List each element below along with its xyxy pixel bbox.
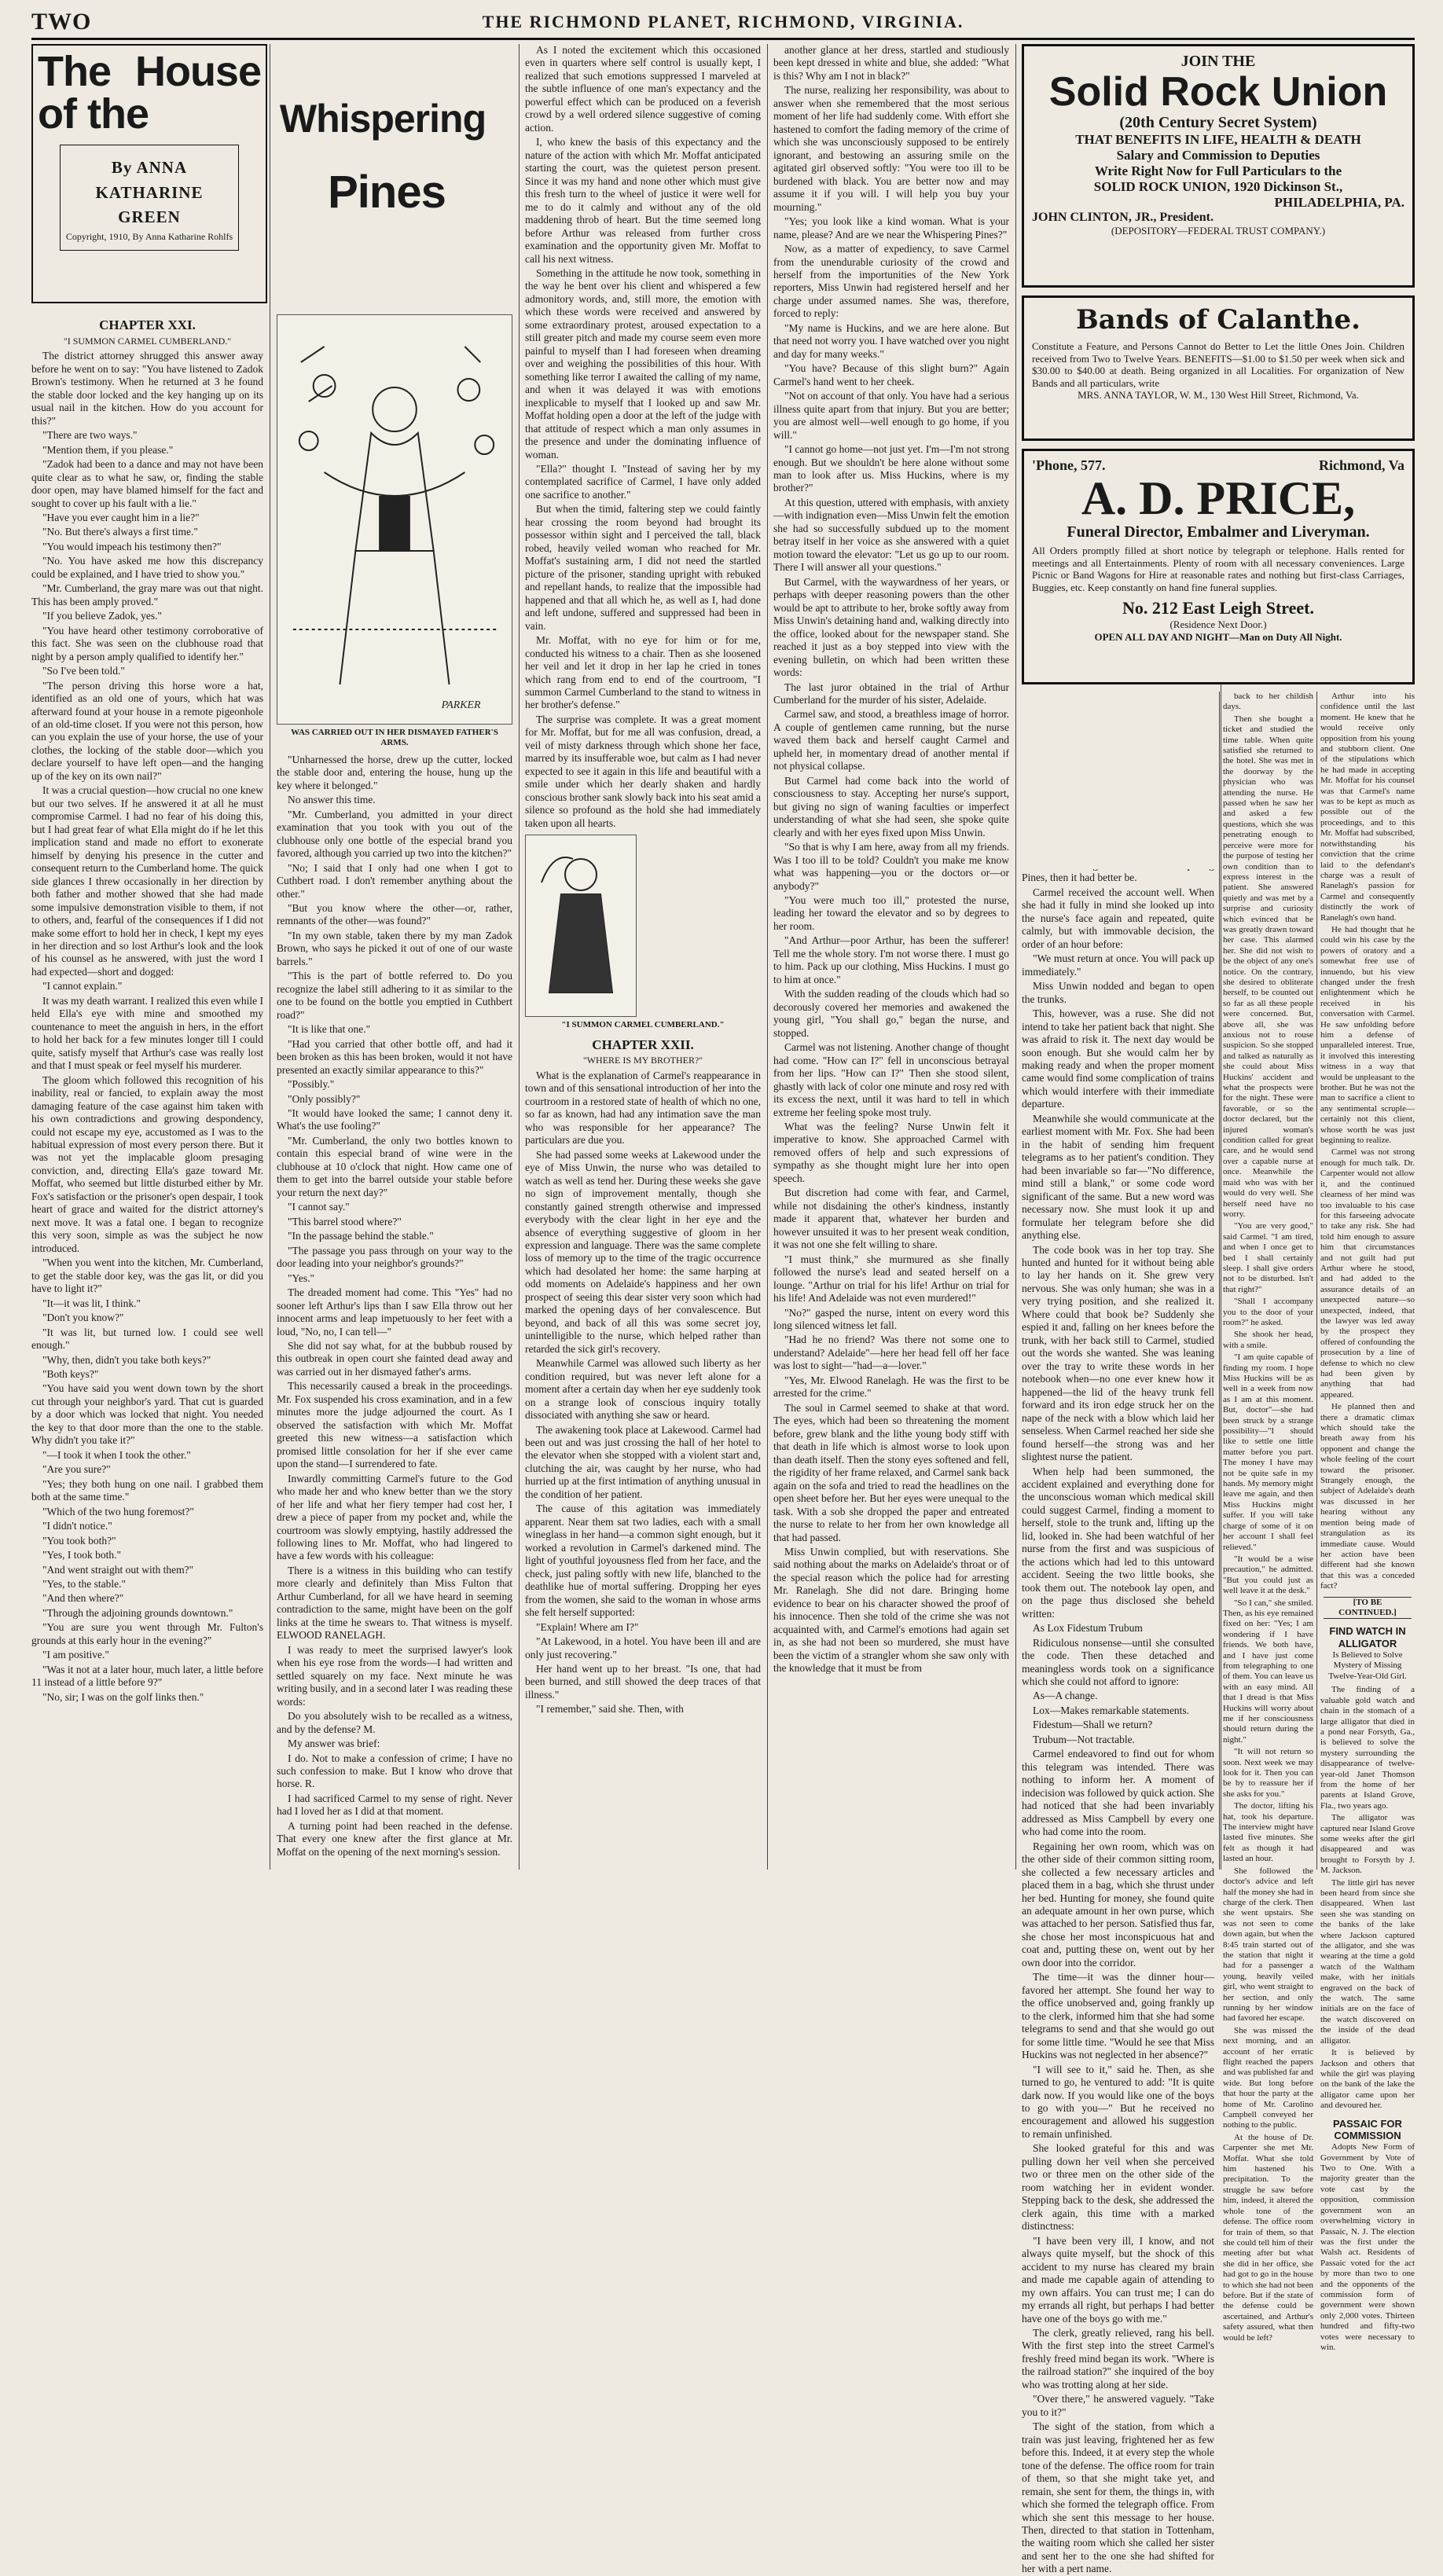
paragraph: The sight of the station, from which a train was just leaving, frightened her as few before this. Indeed, it at every step the whole tone of the defense. The office room for train of them, so that she might take yet, and remain, she sent for them, the things in, with which she formed the telegraph office. From which she sent this message to her house. Then, directed to that station in Tottenham, the waiting room which she called her sister and sent her to the one she had shifted for her with a pert name. bbox=[1022, 2420, 1214, 2575]
news-headline-passaic: PASSAIC FOR COMMISSION bbox=[1333, 2117, 1402, 2142]
paragraph: "Are you sure?" bbox=[42, 1463, 111, 1476]
paragraph: It is believed by Jackson and others that while the girl was playing on the bank of the lake the alligator came upon her and devoured her. bbox=[1320, 2048, 1415, 2111]
paragraph: Carmel received the account well. When she had it fully in mind she looked up into the nurse's face again and repeated, quite calmly, but with immovable decision, the order of an hour before: bbox=[1022, 886, 1214, 950]
ad-solid-rock-union bbox=[1022, 44, 1415, 288]
ad-a-d-price bbox=[1022, 449, 1415, 684]
paragraph: "I cannot say." bbox=[288, 1201, 350, 1213]
newspaper-title: THE RICHMOND PLANET, RICHMOND, VIRGINIA. bbox=[482, 12, 964, 31]
illustration-drawing bbox=[277, 315, 512, 724]
paragraph: "You would impeach his testimony then?" bbox=[42, 540, 222, 552]
paragraph: Then she bought a ticket and studied the time table. When quite satisfied she returned to the hotel. She was met in the doorway by the physician who was attending the nurse. He passed when he saw her and asked a few questions, which she was penetrating enough to perceive were more for the purpose of testing her own condition than to express interest in the patient. She answered quietly and was met by a surprise and curiosity which evinced that he was greatly drawn toward her case. This alarmed her. She did not wish to be the object of any one's notice. On the contrary, she desired to obliterate herself, to be counted out so far as all these people were concerned. But, above all, she was anxious not to rouse suspicion. So she stopped and talked as naturally as she could about Miss Huckins' accident and what the prospects were for the night. These were favorable, or so the doctor declared, but the injured woman's condition called for great care, and he would send over a capable nurse at once. Meanwhile the maid who was with her would do very well. She herself need have no worry. bbox=[1223, 714, 1313, 1219]
chapter-21-heading: CHAPTER XXI. bbox=[99, 317, 196, 332]
paragraph: The little girl has never been heard from since she disappeared. When last seen she was standing on the banks of the lake where Jackson captured the alligator, and she was wearing at the time a gold watch of the Waltham make, with her initials engraved on the back of the watch. The same initials are on the face of the watch discovered on the inside of the dead alligator. bbox=[1320, 1877, 1415, 2046]
paragraph: The time—it was the dinner hour—favored her attempt. She found her way to the office unobserved and, going frankly up to the clerk, informed him that she had some telegrams to send and that she would go out for some little time. "Would he see that Miss Huckins was not neglected in her absence?" bbox=[1022, 1971, 1214, 2061]
paragraph: "No; I said that I only had one when I got to Cuthbert road. I don't remember anything about the other." bbox=[277, 861, 512, 900]
paragraph: Her hand went up to her breast. "Is one, that had been burned, and still showed the deep traces of that illness." bbox=[525, 1662, 761, 1701]
paragraph: Inwardly committing Carmel's future to the God who made her and who knew better than we the story of her life and what her fiery temper had cost her, I drew a piece of paper from my pocket and, while the courtroom was slowly emptying, hastily addressed the following lines to Mr. Moffat, who had lingered to have a few words with his colleague: bbox=[277, 1472, 512, 1562]
paragraph: "But you know where the other—or, rather, remnants of the other—was found?" bbox=[277, 901, 512, 927]
paragraph: "You are very good," said Carmel. "I am tired, and when I once get to bed I shall certainly sleep. I shall give orders not to be disturbed. Isn't that right?" bbox=[1223, 1221, 1313, 1294]
paragraph: The last juror obtained in the trial of Arthur Cumberland for the murder of his sister, Adelaide. bbox=[773, 681, 1009, 706]
paragraph: The alligator was captured near Island Grove some weeks after the girl disappeared and was brought to Forsyth by J. M. Jackson. bbox=[1320, 1813, 1415, 1876]
column-1-text bbox=[31, 350, 263, 1704]
paragraph: "Which of the two hung foremost?" bbox=[42, 1505, 194, 1517]
paragraph: Adopts New Form of Government by Vote of Two to One. With a majority greater than the vote cast by the opposition, commission government won an overwhelming victory in Passaic, N. J. The election was the first under the Walsh act. Residents of Passaic voted for the act by more than two to one and the opponents of the commission form of government were shown only 2,000 votes. Thirteen hundred and fifty-two votes were necessary to win. bbox=[1320, 2142, 1415, 2352]
paragraph: The finding of a valuable gold watch and chain in the stomach of a large alligator that died in a pond near Forsyth, Ga., is believed to solve the mystery surrounding the disappearance of twelve-year-old Janet Thomson from the home of her parents at Island Grove, Fla., two years ago. bbox=[1320, 1685, 1415, 1811]
paragraph: "I remember," said she. Then, with bbox=[536, 1703, 684, 1715]
paragraph: "I cannot explain." bbox=[42, 980, 123, 993]
ad-join: JOIN THE bbox=[1180, 53, 1256, 70]
paragraph: "In the passage behind the stable." bbox=[288, 1230, 434, 1242]
paragraph: Meanwhile she would communicate at the earliest moment with Mr. Fox. She had been in the habit of sending him frequent telegrams as to her patient's condition. They had been invariable so far—"No difference, mind still a blank," or some code word significant of the same. But a new word was necessary now. She must look it up and formulate her telegram before she did anything else. bbox=[1022, 1112, 1214, 1242]
paragraph: She followed the doctor's advice and left half the money she had in charge of the clerk. Then she went upstairs. She was not seen to come down again, but when the 8:45 train started out of the station that night it had for a passenger a young, heavily veiled girl, who went straight to her section, and only running by her window had favored her escape. bbox=[1223, 1866, 1313, 2024]
paragraph: But Carmel had come back into the world of consciousness to stay. Accepting her nurse's support, but giving no sign of waning faculties or imperfect understanding of what she had seen, she spoke quite clearly and with her eyes fixed upon Miss Unwin. bbox=[773, 774, 1009, 838]
paragraph: "Ella?" thought I. "Instead of saving her by my contemplated sacrifice of Carmel, I have only added one sacrifice to another." bbox=[525, 463, 761, 501]
ad-solid-rock-benefits: THAT BENEFITS IN LIFE, HEALTH & DEATH bbox=[1075, 131, 1361, 147]
column-5-text bbox=[1022, 833, 1214, 2576]
paragraph: The awakening took place at Lakewood. Carmel had been out and was just crossing the hall of her hotel to the elevator when she stopped with a violent start and, clutching the air, was caught by her nurse, who had hurried up at the first intimation of anything unusual in the condition of her patient. bbox=[525, 1423, 761, 1500]
paragraph: At this question, uttered with emphasis, with anxiety—with indignation even—Miss Unwin felt the emotion she had so successfully subdued up to the moment betray itself in her voice as she answered with a quiet motion toward the elevator: "Let us go up to our room. There I will answer all your questions." bbox=[773, 496, 1009, 574]
paragraph: "There are two ways." bbox=[42, 429, 138, 442]
news-headline-alligator: FIND WATCH IN ALLIGATOR bbox=[1329, 1625, 1406, 1650]
paragraph: I had sacrificed Carmel to my sense of right. Never had I loved her as I did at that moment. bbox=[277, 1792, 512, 1818]
paragraph: It was my death warrant. I realized this even while I held Ella's eye with mine and smoothed my countenance to meet the anguish in hers, in the effort to hold her back for a few minutes longer till I could quite, satisfy myself that Arthur's case was really lost and that I must speak or feel myself his murderer. bbox=[31, 994, 263, 1072]
paragraph: The district attorney shrugged this answer away before he went on to say: "You have listened to Zadok Brown's testimony. When he returned at 3 he found the stable door locked and the key hanging up on its usual nail in the kitchen. How do you account for this?" bbox=[31, 350, 263, 427]
paragraph: "You took both?" bbox=[42, 1534, 116, 1547]
paragraph: "My name is Huckins, and we are here alone. But that need not worry you. I have watched over you night and day for many weeks." bbox=[773, 321, 1009, 360]
paragraph: "It is like that one." bbox=[288, 1023, 371, 1036]
paragraph: The dreaded moment had come. This "Yes" had no sooner left Arthur's lips than I saw Ella throw out her innocent arms and leap impetuously to her feet with a loud, "No, no, I can tell—" bbox=[277, 1286, 512, 1338]
paragraph: "Not on account of that only. You have had a serious illness quite apart from that injury. But you are better; you are almost well—well enough to go home, if you will." bbox=[773, 390, 1009, 441]
paragraph: I do. Not to make a confession of crime; I have no such confession to make. But I know who drove that horse. R. bbox=[277, 1752, 512, 1790]
paragraph: "We must return at once. You will pack up immediately." bbox=[1022, 952, 1214, 978]
paragraph: Carmel was not listening. Another change of thought had come. "How can I?" fell in unconscious betrayal from her lips. "How can I?" Then she stood silent, ghastly with lack of color one minute and rosy red with its excess the next, until it was hard to tell in which extreme her feeling spoke most truly. bbox=[773, 1041, 1009, 1118]
ad-price-trade: Funeral Director, Embalmer and Liveryman. bbox=[1067, 523, 1370, 541]
page-number: TWO bbox=[31, 9, 92, 35]
paragraph: "Mr. Cumberland, the gray mare was out that night. This has been amply proved." bbox=[31, 582, 263, 607]
paragraph: He planned then and there a dramatic climax which should take the breath away from his opponent and change the whole feeling of the court toward the prisoner. Strangely enough, the subject of Adelaide's death was discussed in her hearing without any mention being made of strangulation as its immediate cause. Would her action have been different had she known that this was a conceded fact? bbox=[1320, 1402, 1415, 1591]
column-3-text bbox=[525, 44, 761, 830]
paragraph: "Mr. Cumberland, the only two bottles known to contain this especial brand of wine were in the clubhouse at 10 o'clock that night. How came one of them to get into the barrel outside your stable before your return the next day?" bbox=[277, 1134, 512, 1198]
paragraph: "Over there," he answered vaguely. "Take you to it?" bbox=[1022, 2393, 1214, 2418]
chapter-22-subhead: "WHERE IS MY BROTHER?" bbox=[582, 1055, 703, 1066]
paragraph: When help had been summoned, the accident explained and everything done for the unconscious woman which medical skill could suggest Carmel, finding a moment to herself, stole to the trunk and, lifting up the lid, looked in. She had been watchful of her nurse from the first and was suspicious of the actions which had led to this untoward accident. Seeing the two little books, she took them out. The notebook lay open, and on the page thus disclosed she beheld written: bbox=[1022, 1465, 1214, 1620]
paragraph: "You have heard other testimony corroborative of this fact. She was seen on the clubhouse road that night by a person amply qualified to identify her." bbox=[31, 624, 263, 662]
paragraph: "Was it not at a later hour, much later, a little before 11 instead of a little before 9?" bbox=[31, 1663, 263, 1689]
masthead bbox=[31, 6, 1415, 40]
paragraph: "—I took it when I took the other." bbox=[42, 1448, 191, 1461]
paragraph: "Yes, to the stable." bbox=[42, 1578, 127, 1591]
paragraph: Pines, then it had better be. bbox=[1022, 872, 1137, 884]
paragraph: Meanwhile Carmel was allowed such liberty as her condition required, but was never left alone for a moment after a certain day when her eye suddenly took on a strange look of conscious inquiry totally dissociated with anything she saw or heard. bbox=[525, 1357, 761, 1422]
paragraph: Now, as a matter of expediency, to save Carmel from the unendurable curiosity of the crowd and herself from the importunities of the New York reporters, Miss Unwin had registered herself and her charge under assumed names. She was, therefore, forced to reply: bbox=[773, 243, 1009, 320]
paragraph: "No?" gasped the nurse, intent on every word this long silenced witness let fall. bbox=[773, 1306, 1009, 1331]
paragraph: Trubum—Not tractable. bbox=[1033, 1733, 1135, 1745]
column-4-text bbox=[773, 44, 1009, 1675]
paragraph: The code book was in her top tray. She hunted and hunted for it without being able to lay her hands on it. She grew very nervous. She was only human; she was in a very trying position, and she realized it. Where could that book be? Suddenly she espied it and, falling on her knees before the trunk, with her back still to Carmel, studied out the words she wanted. She was leaning over the tray to write these words in her notebook when—no one ever knew how it happened—the lid of the heavy trunk fell forward and its iron edge struck her on the nape of the neck with a blow which laid her senseless. When Carmel reached her side she found herself—the strong was and her slightest nurse the patient. bbox=[1022, 1243, 1214, 1463]
story-title-line3: Pines bbox=[328, 167, 446, 218]
story-title-line2: Whispering bbox=[279, 97, 487, 141]
paragraph: My answer was brief: bbox=[288, 1738, 380, 1750]
ad-solid-rock-write: Write Right Now for Full Particulars to the bbox=[1094, 163, 1342, 178]
paragraph: Carmel was not strong enough for much talk. Dr. Carpenter would not allow it, and the continued clearness of her mind was too invaluable to his case for this farseeing advocate to take any risk. She had told him enough to assure him that circumstances and not guilt had put Arthur where he stood, and had added to the assurance details of an unexpected nature—so unexpected, indeed, that the lawyer was led away by the prospect they offered of confounding the prosecution by a line of defense to which no clew had been given by anything that had appeared. bbox=[1320, 1147, 1415, 1400]
column-rule bbox=[1316, 692, 1317, 1870]
paragraph: "The passage you pass through on your way to the door leading into your neighbor's grounds?" bbox=[277, 1244, 512, 1270]
paragraph: "I will see to it," said he. Then, as she turned to go, he ventured to add: "It is quite dark now. If you would like one of the boys to go with you—" But he received no encouragement and allowed his suggestion to remain unfinished. bbox=[1022, 2063, 1214, 2140]
paragraph: "Don't you know?" bbox=[42, 1312, 124, 1324]
paragraph: "Both keys?" bbox=[42, 1367, 99, 1380]
ad-price-phone: 'Phone, 577. bbox=[1032, 457, 1106, 473]
paragraph: "Yes; you look like a kind woman. What is your name, please? And are we near the Whispering Pines?" bbox=[773, 215, 1009, 240]
paragraph: another glance at her dress, startled and studiously been kept dressed in white and blue, she added: "What is this? Why am I not in black?" bbox=[773, 44, 1009, 82]
news-subhead-alligator: Is Believed to Solve Mystery of Missing Twelve-Year-Old Girl. bbox=[1328, 1650, 1407, 1681]
paragraph: "And Arthur—poor Arthur, has been the sufferer! Tell me the whole story. I'm not worse there. I must go to him. Pack up our clothing, Miss Huckins. I must go to him at once." bbox=[773, 934, 1009, 985]
paragraph: Miss Unwin complied, but with reservations. She said nothing about the marks on Adelaide's throat or of the special reason which the police had for arresting Mr. Ranelagh. She did not dare. Bringing home evidence to bear on his character showed the proof of his innocence. Then she told of the crime she was not acquainted with, and Carmel's emotions had again set in, as she had not been so murdered, she must have been the victim of a strangler whom she saw only with the knowledge that it must be from bbox=[773, 1545, 1009, 1675]
story-title-line1: The House of the bbox=[38, 48, 261, 138]
paragraph: "Shall I accompany you to the door of your room?" he asked. bbox=[1223, 1297, 1313, 1327]
paragraph: This necessarily caused a break in the proceedings. Mr. Fox suspended his cross examination, and in a few minutes more the judge adjourned the court. As I observed the satisfaction with which Mr. Moffat greeted this new witness—a satisfaction which promised little consolation for her if she ever came upon the stand—I surrendered to fate. bbox=[277, 1380, 512, 1470]
paragraph: Carmel endeavored to find out for whom this telegram was intended. There was nothing to inform her. A moment of indecision was followed by quick action. She had noticed that she had been invariably addressed as Miss Campbell by every one who had come into the room. bbox=[1022, 1748, 1214, 1838]
paragraph: The doctor, lifting his hat, took his departure. The interview might have lasted five minutes. She felt as though it had lasted an hour. bbox=[1223, 1801, 1313, 1864]
column-4 bbox=[773, 44, 1009, 1870]
paragraph: At the house of Dr. Carpenter she met Mr. Moffat. What she told him hastened his precipitation. To the struggle he saw before him, indeed, it altered the whole tone of the defense. The office room for train of them, so that she could tell him of their meeting after but what she did in her office, she had got to go in the house to which she had not been before. But if the state of the defense could be ascertained, and Arthur's safety assured, what then would be left? bbox=[1223, 2132, 1313, 2343]
paragraph: He had thought that he could win his case by the powers of oratory and a somewhat free use of innuendo, but his view changed under the fresh enlightenment which he received in his conversation with Carmel. He saw unfolding before him a defense of unparalleled interest. True, it involved this interesting witness in a way that would be unpleasant to the brother. But he was not the man to sacrifice a client to any sentimental scruple—certainly not this client, whose worth he was just beginning to realize. bbox=[1320, 924, 1415, 1146]
illustration-2-caption: "I SUMMON CARMEL CUMBERLAND." bbox=[561, 1020, 725, 1030]
illustration-1-caption: WAS CARRIED OUT IN HER DISMAYED FATHER'S ARMS. bbox=[291, 728, 498, 748]
ad-solid-rock-name: Solid Rock Union bbox=[1048, 69, 1388, 115]
column-rule bbox=[767, 44, 768, 1870]
paragraph: "No. But there's always a first time." bbox=[42, 526, 198, 538]
paragraph: "I must think," she murmured as she finally followed the nurse's lead and seated herself on a lounge. "Arthur on trial for his life! Arthur on trial for his life! And Adelaide was not even murdered!" bbox=[773, 1253, 1009, 1305]
paragraph: "And went straight out with them?" bbox=[42, 1563, 194, 1576]
paragraph: "Explain! Where am I?" bbox=[536, 1620, 639, 1633]
paragraph: But Carmel, with the waywardness of her years, or perhaps with deeper reasoning powers than the other would be apt to attribute to her, broke softly away from Miss Unwin's detaining hand and, walking directly into the office, looked about for the newspaper stand. She reached it just as a boy stepped into view with the evening bulletin, on which had been written these words: bbox=[773, 575, 1009, 679]
paragraph: This, however, was a ruse. She did not intend to take her patient back that night. She was afraid to risk it. The next day would be soon enough. But she would calm her by making ready and when the proper moment came would find some complication of trains which would interfere with their immediate departure. bbox=[1022, 1007, 1214, 1110]
illustration-summon bbox=[525, 835, 637, 1017]
ad-solid-rock-president: JOHN CLINTON, JR., President. bbox=[1032, 210, 1214, 224]
chapter-22-heading: CHAPTER XXII. bbox=[592, 1037, 694, 1052]
paragraph: "It will not return so soon. Next week we may look for it. Then you can be by to reassure her if she asks for you." bbox=[1223, 1747, 1313, 1799]
paragraph: "So I've been told." bbox=[42, 665, 125, 677]
paragraph: The surprise was complete. It was a great moment for Mr. Moffat, but for me all was confusion, dread, a veil of misty darkness through which shone her face, marred by its insufferable woe, but calm as I had never expected to see it again in this life and beautiful with a smile under which her dearly shaken and hardly conscious brother sank slowly back into his seat amid a silence so profound as the hold she had immediately taken upon all hearts. bbox=[525, 713, 761, 829]
paragraph: "It would be a wise precaution," he admitted. "But you could just as well leave it at the desk." bbox=[1223, 1554, 1313, 1596]
paragraph: A turning point had been reached in the defense. That every one knew after the first glance at Mr. Moffat on the opening of the next morning's session. bbox=[277, 1819, 512, 1858]
paragraph: She looked grateful for this and was pulling down her veil when she perceived two or three men on the other side of the room watching her in evident wonder. Stepping back to the desk, she addressed the clerk again, this time with a marked distinctness: bbox=[1022, 2142, 1214, 2233]
paragraph: "Yes; they both hung on one nail. I grabbed them both at the same time." bbox=[31, 1477, 263, 1503]
paragraph: "Yes, Mr. Elwood Ranelagh. He was the first to be arrested for the crime." bbox=[773, 1374, 1009, 1400]
paragraph: With the sudden reading of the clouds which had so decorously covered her memories and awakened the young girl, "You shall go," began the nurse, and stopped. bbox=[773, 988, 1009, 1039]
illustration-carried-out bbox=[277, 314, 512, 725]
paragraph: "So I can," she smiled. Then, as his eye remained fixed on her: "Yes; I am wondering if I have friends. We both have, and I have just come from telegraphing to one of them. You can leave us with an easy mind. All that I dread is that Miss Huckins will worry about me if her consciousness should return during the night." bbox=[1223, 1598, 1313, 1745]
illustration-drawing-2 bbox=[526, 835, 636, 1016]
paragraph: "You were much too ill," protested the nurse, leading her toward the elevator and so by degrees to her room. bbox=[773, 894, 1009, 932]
column-3b-text bbox=[525, 1070, 761, 1716]
ad-solid-rock-depository: (DEPOSITORY—FEDERAL TRUST COMPANY.) bbox=[1111, 224, 1326, 237]
ad-price-address: No. 212 East Leigh Street. bbox=[1122, 598, 1315, 618]
copyright: Copyright, 1910, By Anna Katharine Rohlfs bbox=[65, 230, 233, 242]
byline-by: By ANNA bbox=[111, 158, 188, 177]
paragraph: "Unharnessed the horse, drew up the cutter, locked the stable door and, entering the house, hung up the key where it belonged." bbox=[277, 753, 512, 791]
paragraph: "Yes." bbox=[288, 1271, 315, 1284]
paragraph: "You have? Because of this slight burn?" Again Carmel's hand went to her cheek. bbox=[773, 362, 1009, 387]
column-rule bbox=[1219, 692, 1220, 1870]
paragraph: "Had you carried that other bottle off, and had it been broken as this has been broken, would it not have presented an exactly similar appearance to this?" bbox=[277, 1037, 512, 1076]
paragraph: Mr. Moffat, with no eye for him or for me, conducted his witness to a chair. Then as she loosened her veil and let it drop in her lap he cried in tones which rang from end to end of the courtroom, "I summon Carmel Cumberland to the stand to witness in her brother's defense." bbox=[525, 634, 761, 711]
ad-price-city: Richmond, Va bbox=[1318, 457, 1404, 473]
paragraph: It was a crucial question—how crucial no one knew but our two selves. If he answered it at all he must compromise Carmel. I had no fear of his doing this, but I had great fear of what Ella might do if he let this implication stand and made no effort to exonerate himself by denying his presence in the cutter and consequent return to the Cumberland home. The quick side glances I threw occasionally in her direction by both father and mother showed that she had made some impulsive demonstration visible to them, if not to others, and, fearful of the consequences if I did not make some effort to hold her in check, I kept my eyes in her direction and so lost Arthur's look and the look of his counsel as he answered, with just the word I had expected—short and dogged: bbox=[31, 784, 263, 978]
paragraph: She was missed the next morning, and an account of her erratic flight reached the papers and was published far and wide. But long before that hour the party at the home of Mr. Carolino Campbell conveyed her nothing to the public. bbox=[1223, 2025, 1313, 2130]
ad-solid-rock-salary: Salary and Commission to Deputies bbox=[1116, 147, 1320, 163]
column-rule bbox=[519, 44, 520, 1870]
paragraph: "Mention them, if you please." bbox=[42, 443, 174, 456]
paragraph: "Mr. Cumberland, you admitted in your direct examination that you took with you out of the clubhouse only one bottle of the especial brand you favored, although you carried up two into the kitchen?" bbox=[277, 808, 512, 860]
paragraph: "You have said you went down town by the short cut through your neighbor's yard. That cut is guarded by a door which was locked that night. You needed the key to that door more than the one to the stable. Why didn't you take it?" bbox=[31, 1382, 263, 1447]
paragraph: "No, sir; I was on the golf links then." bbox=[42, 1690, 204, 1703]
paragraph: She shook her head, with a smile. bbox=[1223, 1330, 1313, 1350]
paragraph: "Yes, I took both." bbox=[42, 1549, 122, 1561]
paragraph: Something in the attitude he now took, something in the way he bent over his client and whispered a few admonitory words, and, still more, the emotion with which these words were received and answered by some extraordinary protest, aroused expectation to a still greater pitch and made my course seem even more painful to myself than I had foreseen when dreaming over and weighing the possibilities of this hour. With something like terror I awaited the calling of my name, and when it was delayed it was with emotions inexplicable to myself that I looked up and saw Mr. Moffat holding open a door at the left of the judge with that attitude of respect which a man only assumes in the presence and under the dominating influence of woman. bbox=[525, 266, 761, 461]
paragraph: Miss Unwin nodded and began to open the trunks. bbox=[1022, 980, 1214, 1005]
column-3 bbox=[525, 44, 761, 1870]
column-rule bbox=[1015, 44, 1016, 1870]
paragraph: "Have you ever caught him in a lie?" bbox=[42, 511, 200, 523]
paragraph: Ridiculous nonsense—until she consulted the code. Then these detached and meaningless words took on a significance which she could not afford to ignore: bbox=[1022, 1636, 1214, 1687]
paragraph: "It would have looked the same; I cannot deny it. What's the use fooling?" bbox=[277, 1107, 512, 1132]
byline-name1: KATHARINE bbox=[95, 182, 204, 202]
paragraph: Arthur into his confidence until the last moment. He knew that he would receive only opposition from his young and stubborn client. One of the stipulations which he had made in accepting Mr. Moffat for his counsel was that Carmel's name was to be kept as much as possible out of the proceedings, and to this Mr. Moffat had subscribed, notwithstanding his conviction that the crime laid to the defendant's charge was a result of Ranelagh's passion for Carmel and consequently distinctly the work of Ranelagh's own hand. bbox=[1320, 692, 1415, 923]
paragraph: "In my own stable, taken there by my man Zadok Brown, who says he picked it out of one of our waste barrels." bbox=[277, 929, 512, 967]
paragraph: Carmel saw, and stood, a breathless image of horror. A couple of gentlemen came running, but the nurse waved them back and herself caught Carmel and upheld her, in momentary dread of another mental if not physical collapse. bbox=[773, 708, 1009, 772]
column-7-story bbox=[1320, 692, 1415, 2352]
to-be-continued: [TO BE CONTINUED.] bbox=[1324, 1597, 1412, 1620]
paragraph: She had passed some weeks at Lakewood under the eye of Miss Unwin, the nurse who was detailed to watch as well as tend her. During these weeks she gave no sign of improvement mentally, though she constantly gained strength otherwise and impressed everybody with the clear light in her eye and the absence of everything suggestive of gloom in her expression and language. There was the same complete loss of memory up to the time of the tragic occurrence which had desolated her home: the same harping at odd moments on Adelaide's happiness and her own prospect of seeing this dear sister very soon which had marked the opening days of her convalescence. But beyond, and back of all this was some secret joy, unintelligible to the nurse, which helped rather than retarded the sick girl's recovery. bbox=[525, 1148, 761, 1355]
paragraph: "This barrel stood where?" bbox=[288, 1215, 402, 1227]
paragraph: "So that is why I am here, away from all my friends. Was I too ill to be told? Couldn't you make me know what was happening—you or the doctors or—or anybody?" bbox=[773, 841, 1009, 892]
paragraph: But when the timid, faltering step we could faintly hear crossing the room beyond had brought its possessor within sight and I perceived the tall, black robed, heavily veiled woman who reached for Mr. Moffat's sustaining arm, I did not need the startled picture of the prisoner, standing upright with rebuked and repellant hands, to realize that the impossible had happened and that all which he, as well as I, had done and left undone, suffered and suppressed had been in vain. bbox=[525, 503, 761, 632]
paragraph: Lox—Makes remarkable statements. bbox=[1033, 1704, 1190, 1716]
paragraph: "And then where?" bbox=[42, 1592, 124, 1605]
ad-solid-rock-address2: PHILADELPHIA, PA. bbox=[1274, 194, 1404, 210]
paragraph: The clerk, greatly relieved, rang his bell. With the first step into the street Carmel's freshly freed mind began its work. "Where is the railroad station?" she inquired of the boy who was trotting along at her side. bbox=[1022, 2326, 1214, 2391]
paragraph: "No. You have asked me how this discrepancy could be explained, and I have tried to show you." bbox=[31, 555, 263, 580]
paragraph: "Had he no friend? Was there not some one to understand? Adelaide"—here her head fell off her face was lost to sight—"had—a—lover." bbox=[773, 1334, 1009, 1372]
paragraph: "The person driving this horse wore a hat, identified as an old one of yours, which hat was afterward found at your house in a remote pigeonhole of an old-time closet. If you were not this person, how can you explain the use of your horse, the use of your clothes, the locking of the stable door—which you declare yourself to have left open—and the hanging up of the key on its own nail?" bbox=[31, 679, 263, 782]
paragraph: The gloom which followed this recognition of his inability, real or fancied, to explain away the most damaging feature of the case against him taken with his own contradictions and growing despondency, could not escape my eye, accustomed as I was to the habitual expression of most every person there. But it was not yet the implacable gloom presaging conviction, and, directing Ella's gaze toward Mr. Moffat, who seemed but little disturbed either by Mr. Fox's satisfaction or the prisoner's open despair, I took heart of grace and waited for the district attorney's next move. It was a fatal one. I began to recognize this very soon, simple as was the subject he now introduced. bbox=[31, 1073, 263, 1254]
paragraph: back to her childish days. bbox=[1223, 692, 1313, 712]
ad-solid-rock-sub: (20th Century Secret System) bbox=[1119, 113, 1317, 131]
ad-calanthe-name: Bands of Calanthe. bbox=[1075, 304, 1361, 336]
paragraph: "I have been very ill, I know, and not always quite myself, but the shock of this accident to my nurse has cleared my brain and made me capable again of attending to my own affairs. You can trust me; I can do my errands all right, but perhaps I had better have one of the boys go with me." bbox=[1022, 2234, 1214, 2325]
paragraph: "Possibly." bbox=[288, 1078, 335, 1091]
ad-price-name: A. D. PRICE, bbox=[1081, 472, 1356, 524]
paragraph: "You are sure you went through Mr. Fulton's grounds at this early hour in the evening?" bbox=[31, 1621, 263, 1646]
column-2 bbox=[277, 44, 512, 1870]
artist-signature: PARKER bbox=[441, 699, 481, 712]
paragraph: As—A change. bbox=[1033, 1690, 1098, 1702]
paragraph: "I cannot go home—not just yet. I'm—I'm not strong enough. But we shouldn't be here alone without some man to look after us. Miss Huckins, where is my brother?" bbox=[773, 443, 1009, 494]
paragraph: She did not say what, for at the bubbub roused by this outbreak in open court she fainted dead away and was carried out in her dismayed father's arms. bbox=[277, 1339, 512, 1378]
title-continuation bbox=[277, 44, 512, 311]
paragraph: As I noted the excitement which this occasioned even in quarters where self control is usually kept, I realized that such emotions suppressed I marveled at the subtle influence of one man's expectancy and the powerful effect which can be produced on a feverish crowd by a well ordered silence suggestive of coming action. bbox=[525, 44, 761, 134]
paragraph: As Lox Fidestum Trubum bbox=[1033, 1622, 1143, 1635]
paragraph: Do you absolutely wish to be recalled as a witness, and by the defense? M. bbox=[277, 1710, 512, 1735]
paragraph: "When you went into the kitchen, Mr. Cumberland, to get the stable door key, was the gas lit, or did you have to light it?" bbox=[31, 1257, 263, 1295]
paragraph: "Why, then, didn't you take both keys?" bbox=[42, 1353, 211, 1366]
paragraph: What is the explanation of Carmel's reappearance in town and of this sensational introduction of her into the courtroom in a restored state of health of which no one, so far as known, had had any intimation save the man who was responsible for her appearance? The particulars are due you. bbox=[525, 1069, 761, 1147]
paragraph: I was ready to meet the surprised lawyer's look when his eye rose from the words—I had written and settled squarely on my face. Next minute he was writing busily, and in a second later I was reading these words: bbox=[277, 1643, 512, 1708]
paragraph: "If you believe Zadok, yes." bbox=[42, 610, 162, 622]
ad-solid-rock-address1: SOLID ROCK UNION, 1920 Dickinson St., bbox=[1093, 178, 1343, 194]
ad-bands-of-calanthe bbox=[1022, 295, 1415, 441]
paragraph: But discretion had come with fear, and Carmel, while not disdaining the other's kindness, instantly made it apparent that, whatever her burden and however unsuited it was to her present weak condition, it was not one she felt willing to share. bbox=[773, 1187, 1009, 1251]
paragraph: "Zadok had been to a dance and may not have been quite clear as to what he saw, or, finding the stable door open, may have blamed himself for the fact and sought to cover up his fault with a lie." bbox=[31, 458, 263, 509]
paragraph: "This is the part of bottle referred to. Do you recognize the label still adhering to it as similar to the one to be found on the bottle you emptied in Cuthbert road?" bbox=[277, 970, 512, 1021]
column-6-story bbox=[1223, 692, 1313, 2343]
paragraph: There is a witness in this building who can testify more clearly and definitely than Miss Fulton that Arthur Cumberland, for all we have heard in seeming contradiction to the same, might have been on the golf links at the time he swears to. That witness is myself. ELWOOD RANELAGH. bbox=[277, 1564, 512, 1642]
paragraph: "I didn't notice." bbox=[42, 1520, 112, 1532]
paragraph: "Through the adjoining grounds downtown." bbox=[42, 1606, 233, 1619]
ad-price-hours: OPEN ALL DAY AND NIGHT—Man on Duty All Night. bbox=[1094, 630, 1342, 643]
ad-price-residence: (Residence Next Door.) bbox=[1169, 618, 1267, 631]
ad-calanthe-contact: MRS. ANNA TAYLOR, W. M., 130 West Hill Street, Richmond, Va. bbox=[1078, 389, 1359, 402]
paragraph: "I am quite capable of finding my room. I hope Miss Huckins will be as well in a week from now as I am at this moment. But, doctor"—she had been struck by a strange possibility—"I should like to settle one little matter before you part. The money I have may not be quite safe in my hands. My memory might leave me again, and then Miss Huckins might suffer. If you will take charge of some of it on her account I shall feel relieved." bbox=[1223, 1352, 1313, 1552]
paragraph: "Only possibly?" bbox=[288, 1092, 361, 1105]
paragraph: "I am positive." bbox=[42, 1649, 109, 1661]
byline-name2: GREEN bbox=[118, 207, 181, 227]
column-1 bbox=[31, 44, 263, 1870]
paragraph: "At Lakewood, in a hotel. You have been ill and are only just recovering." bbox=[525, 1635, 761, 1660]
paragraph: What was the feeling? Nurse Unwin felt it imperative to know. She approached Carmel with removed offers of help and such expressions of sympathy as she thought might lure her into open speech. bbox=[773, 1120, 1009, 1184]
column-2-text bbox=[277, 754, 512, 1859]
paragraph: The soul in Carmel seemed to shake at that word. The eyes, which had been so threatening the moment before, grew blank and the lithe young body stiff with that death in life which is almost worse to look upon than death itself. Then the stony eyes softened and fell, the rigidity of her frame relaxed, and Carmel sank back again on the sofa and tried to read the headlines on the open sheet before her. But her eyes were unequal to the task. With a sob she dropped the paper and entreated the nurse to relate to her from her own knowledge all that had passed. bbox=[773, 1401, 1009, 1543]
paragraph: Fidestum—Shall we return? bbox=[1033, 1719, 1153, 1731]
paragraph: The nurse, realizing her responsibility, was about to answer when she remembered that the most serious moment of her life had suddenly come. With effort she hastened to comfort the fading memory of the crime of which she was unconsciously supposed to be entirely ignorant, and bestowing an assuring smile on the agitated girl observed softly: "You were too ill to be burdened with black. You are better now and may assume it if you will. I will help you buy your mourning." bbox=[773, 84, 1009, 213]
chapter-21-subhead: "I SUMMON CARMEL CUMBERLAND." bbox=[63, 335, 232, 347]
paragraph: "It—it was lit, I think." bbox=[42, 1297, 141, 1309]
paragraph: The cause of this agitation was immediately apparent. Near them sat two ladies, each with a small wineglass in her hand—a common sight enough, but it worked a revolution in Carmel's darkened mind. The light of youthful joyousness fled from her face, and the check, just paling softly with new life, blanched to the deathlike hue of mortal suffering. Dropping her eyes from the women, she said to the woman in whose arms she felt herself supported: bbox=[525, 1503, 761, 1619]
paragraph: "It was lit, but turned low. I could see well enough." bbox=[31, 1326, 263, 1352]
ad-calanthe-text: Constitute a Feature, and Persons Cannot do Better to Let the little Ones Join. Children received from Two to Twelve Years. BENEFITS—$1.00 to $1.50 per week when sick and $30.00 to $40.00 at death. Being organized in all Localities. For organization of New Bands and all particulars, write bbox=[1032, 340, 1404, 389]
paragraph: No answer this time. bbox=[288, 794, 376, 806]
ad-price-text: All Orders promptly filled at short notice by telegraph or telephone. Halls rented for meetings and all Entertainments. Plenty of room with all necessary conveniences. Large Picnic or Band Wagons for Hire at reasonable rates and nothing but first-class Carriages, Buggies, etc. Keep constantly on hand fine funeral supplies. bbox=[1032, 545, 1404, 593]
paragraph: Regaining her own room, which was on the other side of their common sitting room, she collected a few necessary articles and placed them in a bag, which she thrust under her bed. Hunting for money, she found quite an adequate amount in her own purse, which was attached to her person. Satisfied thus far, she chose her most inconspicuous hat and coat and, putting these on, went out by her own door into the corridor. bbox=[1022, 1840, 1214, 1969]
paragraph: I, who knew the basis of this expectancy and the nature of the action with which Mr. Moffat anticipated starting the court, was the quietest person present. Since it was my hand and none other which must give this fresh turn to the wheel of justice it were well for me to do it calmly and without any of the old maddening throb of heart. But the time seemed long before Arthur was released from further cross examination and the opportunity given Mr. Moffat to call his next witness. bbox=[525, 136, 761, 265]
